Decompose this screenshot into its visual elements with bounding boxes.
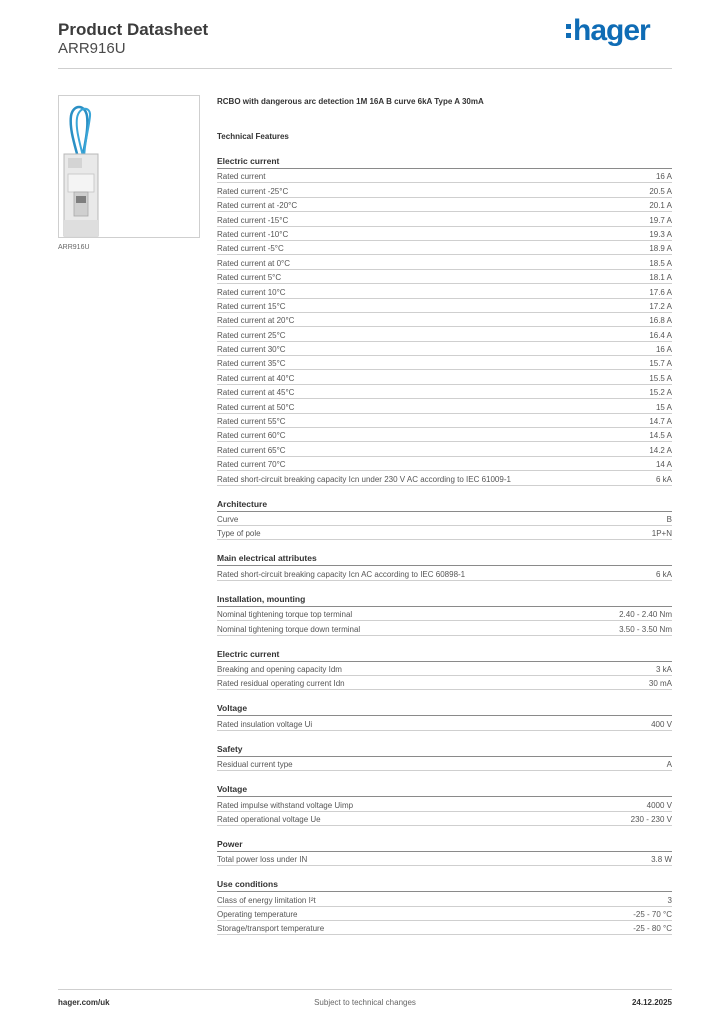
spec-label: Rated insulation voltage Ui xyxy=(217,719,313,729)
spec-value: 18.1 A xyxy=(649,273,672,283)
spec-row xyxy=(217,442,672,456)
spec-label: Rated current at -20°C xyxy=(217,201,298,211)
spec-row xyxy=(217,457,672,471)
spec-label: Rated current 15°C xyxy=(217,301,286,311)
spec-value: 4000 V xyxy=(646,800,672,810)
section-title: Power xyxy=(217,839,672,852)
spec-row xyxy=(217,342,672,356)
spec-value: 16 A xyxy=(655,345,672,355)
section-title: Electric current xyxy=(217,156,672,169)
spec-value: 15.7 A xyxy=(649,359,672,369)
spec-label: Rated current xyxy=(217,172,266,182)
spec-value: 230 - 230 V xyxy=(630,814,672,824)
hager-logo xyxy=(566,14,650,48)
spec-value: 15.2 A xyxy=(649,388,672,398)
spec-value: 16.4 A xyxy=(649,330,672,340)
spec-label: Rated short-circuit breaking capacity Icn under 230 V AC according to IEC 61009-1 xyxy=(217,474,511,484)
logo-text: hager xyxy=(573,14,650,47)
spec-label: Rated current 25°C xyxy=(217,330,286,340)
spec-value: B xyxy=(666,514,672,524)
section-title: Use conditions xyxy=(217,879,672,892)
spec-row xyxy=(217,169,672,183)
section-title: Main electrical attributes xyxy=(217,553,672,566)
footer-website[interactable]: hager.com/uk xyxy=(58,998,110,1007)
feature-sections xyxy=(217,156,672,935)
section-title: Installation, mounting xyxy=(217,594,672,607)
spec-value: A xyxy=(666,760,672,770)
image-caption: ARR916U xyxy=(58,244,90,251)
spec-value: 3.50 - 3.50 Nm xyxy=(619,624,672,634)
spec-row xyxy=(217,607,672,621)
spec-value: 2.40 - 2.40 Nm xyxy=(619,610,672,620)
spec-row xyxy=(217,812,672,826)
spec-value: 16.8 A xyxy=(649,316,672,326)
section-title: Voltage xyxy=(217,784,672,797)
technical-features-heading: Technical Features xyxy=(217,132,289,141)
spec-value: 3.8 W xyxy=(651,855,672,865)
spec-row xyxy=(217,852,672,866)
spec-row xyxy=(217,921,672,935)
spec-value: 3 xyxy=(667,895,672,905)
spec-label: Rated current 65°C xyxy=(217,445,286,455)
spec-label: Rated impulse withstand voltage Uimp xyxy=(217,800,354,810)
spec-label: Rated current 5°C xyxy=(217,273,282,283)
spec-row xyxy=(217,327,672,341)
page-title: Product Datasheet xyxy=(58,20,209,39)
spec-row xyxy=(217,907,672,921)
spec-label: Rated current 35°C xyxy=(217,359,286,369)
spec-value: 6 kA xyxy=(655,569,672,579)
spec-row xyxy=(217,198,672,212)
spec-label: Nominal tightening torque top terminal xyxy=(217,610,353,620)
spec-label: Breaking and opening capacity Idm xyxy=(217,664,342,674)
spec-section xyxy=(217,879,672,935)
spec-label: Rated current -15°C xyxy=(217,215,289,225)
spec-section xyxy=(217,839,672,866)
spec-row xyxy=(217,621,672,635)
spec-label: Class of energy limitation I²t xyxy=(217,895,316,905)
spec-label: Rated current at 0°C xyxy=(217,258,291,268)
spec-label: Rated short-circuit breaking capacity Icn AC according to IEC 60898-1 xyxy=(217,569,466,579)
spec-value: 6 kA xyxy=(655,474,672,484)
spec-label: Storage/transport temperature xyxy=(217,924,325,934)
spec-section xyxy=(217,499,672,541)
spec-section xyxy=(217,703,672,730)
spec-label: Rated current at 20°C xyxy=(217,316,295,326)
spec-value: 14 A xyxy=(655,460,672,470)
spec-value: 15 A xyxy=(655,402,672,412)
spec-value: 1P+N xyxy=(651,529,672,539)
spec-value: 15.5 A xyxy=(649,373,672,383)
spec-section xyxy=(217,784,672,826)
footer-disclaimer: Subject to technical changes xyxy=(314,998,416,1007)
spec-row xyxy=(217,414,672,428)
spec-label: Rated current 55°C xyxy=(217,417,286,427)
spec-row xyxy=(217,356,672,370)
spec-value: 14.7 A xyxy=(649,417,672,427)
spec-section xyxy=(217,156,672,486)
spec-label: Rated current at 50°C xyxy=(217,402,295,412)
spec-value: 3 kA xyxy=(655,664,672,674)
spec-value: -25 - 70 °C xyxy=(633,910,672,920)
spec-label: Nominal tightening torque down terminal xyxy=(217,624,361,634)
spec-row xyxy=(217,757,672,771)
spec-label: Rated current 60°C xyxy=(217,431,286,441)
footer-divider xyxy=(58,989,672,990)
spec-row xyxy=(217,797,672,811)
spec-row xyxy=(217,227,672,241)
spec-value: 20.5 A xyxy=(649,186,672,196)
header-divider xyxy=(58,68,672,69)
spec-label: Type of pole xyxy=(217,529,261,539)
spec-label: Rated current at 40°C xyxy=(217,373,295,383)
spec-label: Rated current -5°C xyxy=(217,244,284,254)
spec-value: -25 - 80 °C xyxy=(633,924,672,934)
spec-label: Residual current type xyxy=(217,760,293,770)
spec-value: 14.2 A xyxy=(649,445,672,455)
spec-row xyxy=(217,270,672,284)
spec-row xyxy=(217,255,672,269)
spec-value: 18.5 A xyxy=(649,258,672,268)
section-title: Electric current xyxy=(217,649,672,662)
spec-row xyxy=(217,313,672,327)
spec-value: 30 mA xyxy=(648,679,672,689)
spec-value: 19.7 A xyxy=(649,215,672,225)
product-description: RCBO with dangerous arc detection 1M 16A B curve 6kA Type A 30mA xyxy=(217,97,484,106)
spec-label: Rated current 70°C xyxy=(217,460,286,470)
spec-row xyxy=(217,183,672,197)
spec-section xyxy=(217,553,672,580)
spec-row xyxy=(217,892,672,906)
page-footer xyxy=(58,998,672,1010)
technical-content xyxy=(217,97,672,948)
spec-row xyxy=(217,212,672,226)
spec-value: 400 V xyxy=(651,719,672,729)
spec-section xyxy=(217,649,672,691)
spec-label: Rated current at 45°C xyxy=(217,388,295,398)
spec-label: Rated current -10°C xyxy=(217,229,289,239)
spec-label: Curve xyxy=(217,514,239,524)
spec-row xyxy=(217,428,672,442)
spec-label: Operating temperature xyxy=(217,910,298,920)
spec-value: 14.5 A xyxy=(649,431,672,441)
spec-label: Rated operational voltage Ue xyxy=(217,814,321,824)
spec-label: Rated current 30°C xyxy=(217,345,286,355)
spec-value: 16 A xyxy=(655,172,672,182)
page-header xyxy=(58,20,208,58)
spec-row xyxy=(217,662,672,676)
rcbo-device-icon xyxy=(59,96,199,237)
spec-row xyxy=(217,526,672,540)
spec-row xyxy=(217,512,672,526)
spec-value: 18.9 A xyxy=(649,244,672,254)
spec-value: 17.6 A xyxy=(649,287,672,297)
spec-value: 17.2 A xyxy=(649,301,672,311)
product-reference: ARR916U xyxy=(58,40,126,57)
logo-dots-icon xyxy=(566,24,571,38)
spec-value: 19.3 A xyxy=(649,229,672,239)
spec-row xyxy=(217,284,672,298)
section-title: Architecture xyxy=(217,499,672,512)
spec-row xyxy=(217,385,672,399)
spec-label: Total power loss under IN xyxy=(217,855,308,865)
spec-row xyxy=(217,471,672,485)
spec-label: Rated current -25°C xyxy=(217,186,289,196)
spec-row xyxy=(217,566,672,580)
spec-section xyxy=(217,744,672,771)
spec-section xyxy=(217,594,672,636)
spec-label: Rated current 10°C xyxy=(217,287,286,297)
footer-date: 24.12.2025 xyxy=(631,998,672,1007)
spec-row xyxy=(217,676,672,690)
spec-value: 20.1 A xyxy=(649,201,672,211)
spec-row xyxy=(217,299,672,313)
spec-row xyxy=(217,241,672,255)
section-title: Safety xyxy=(217,744,672,757)
product-image xyxy=(58,95,200,238)
section-title: Voltage xyxy=(217,703,672,716)
spec-label: Rated residual operating current Idn xyxy=(217,679,345,689)
spec-row xyxy=(217,716,672,730)
spec-row xyxy=(217,399,672,413)
spec-row xyxy=(217,370,672,384)
